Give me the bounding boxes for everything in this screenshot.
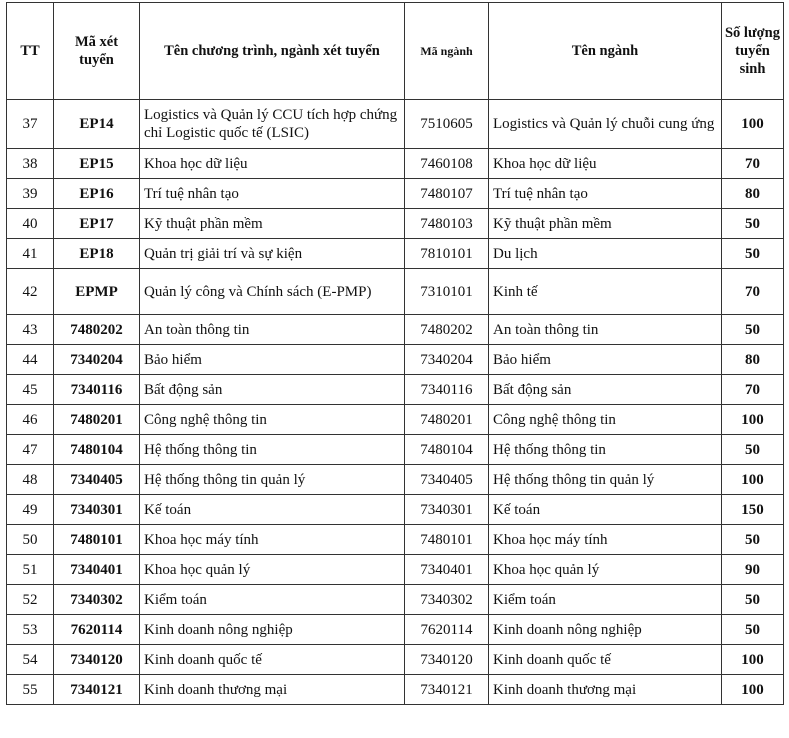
cell-ten-chuong-trinh: Khoa học máy tính <box>140 525 405 555</box>
cell-so-luong: 100 <box>722 100 784 149</box>
cell-so-luong: 70 <box>722 149 784 179</box>
cell-tt: 40 <box>7 209 54 239</box>
table-row <box>7 615 784 645</box>
table-row <box>7 315 784 345</box>
header-tt: TT <box>7 3 54 100</box>
cell-tt: 44 <box>7 345 54 375</box>
cell-tt: 47 <box>7 435 54 465</box>
cell-tt: 37 <box>7 100 54 149</box>
cell-so-luong: 150 <box>722 495 784 525</box>
cell-ma-xet-tuyen: 7340401 <box>54 555 140 585</box>
cell-ten-nganh: Công nghệ thông tin <box>489 405 722 435</box>
cell-tt: 46 <box>7 405 54 435</box>
table-row <box>7 375 784 405</box>
cell-ten-chuong-trinh: Kiểm toán <box>140 585 405 615</box>
table-header <box>7 3 784 100</box>
cell-tt: 50 <box>7 525 54 555</box>
table-row <box>7 209 784 239</box>
cell-ten-chuong-trinh: Bất động sản <box>140 375 405 405</box>
cell-ma-xet-tuyen: 7340120 <box>54 645 140 675</box>
cell-tt: 38 <box>7 149 54 179</box>
cell-ma-nganh: 7340301 <box>405 495 489 525</box>
table-row <box>7 645 784 675</box>
cell-ma-nganh: 7480201 <box>405 405 489 435</box>
cell-so-luong: 50 <box>722 209 784 239</box>
table-row <box>7 525 784 555</box>
cell-so-luong: 50 <box>722 315 784 345</box>
cell-ten-nganh: Khoa học quản lý <box>489 555 722 585</box>
header-ten-nganh: Tên ngành <box>489 3 722 100</box>
table-row <box>7 179 784 209</box>
cell-so-luong: 50 <box>722 615 784 645</box>
cell-ten-nganh: Logistics và Quản lý chuỗi cung ứng <box>489 100 722 149</box>
cell-ma-nganh: 7460108 <box>405 149 489 179</box>
table-row <box>7 239 784 269</box>
header-ma-nganh: Mã ngành <box>405 3 489 100</box>
cell-so-luong: 80 <box>722 179 784 209</box>
cell-ten-chuong-trinh: Kinh doanh nông nghiệp <box>140 615 405 645</box>
table-row <box>7 100 784 149</box>
cell-ten-chuong-trinh: Khoa học quản lý <box>140 555 405 585</box>
cell-ma-xet-tuyen: 7480101 <box>54 525 140 555</box>
cell-ma-xet-tuyen: 7340121 <box>54 675 140 705</box>
table-row <box>7 435 784 465</box>
cell-ten-nganh: Kế toán <box>489 495 722 525</box>
cell-ma-xet-tuyen: 7340116 <box>54 375 140 405</box>
table-row <box>7 585 784 615</box>
cell-ten-chuong-trinh: An toàn thông tin <box>140 315 405 345</box>
cell-ten-chuong-trinh: Quản lý công và Chính sách (E-PMP) <box>140 269 405 315</box>
cell-ma-nganh: 7340401 <box>405 555 489 585</box>
cell-so-luong: 70 <box>722 269 784 315</box>
cell-tt: 43 <box>7 315 54 345</box>
cell-ma-nganh: 7340204 <box>405 345 489 375</box>
cell-ma-xet-tuyen: 7620114 <box>54 615 140 645</box>
cell-ten-nganh: Hệ thống thông tin quản lý <box>489 465 722 495</box>
cell-ma-xet-tuyen: 7340301 <box>54 495 140 525</box>
cell-ma-nganh: 7480202 <box>405 315 489 345</box>
cell-so-luong: 50 <box>722 585 784 615</box>
cell-ma-nganh: 7340405 <box>405 465 489 495</box>
cell-ma-nganh: 7480101 <box>405 525 489 555</box>
cell-ma-xet-tuyen: EP14 <box>54 100 140 149</box>
cell-ten-nganh: Du lịch <box>489 239 722 269</box>
cell-ma-nganh: 7620114 <box>405 615 489 645</box>
cell-ten-nganh: Kinh doanh nông nghiệp <box>489 615 722 645</box>
table-body <box>7 100 784 705</box>
cell-ma-xet-tuyen: EP18 <box>54 239 140 269</box>
cell-tt: 42 <box>7 269 54 315</box>
cell-ten-chuong-trinh: Trí tuệ nhân tạo <box>140 179 405 209</box>
cell-tt: 45 <box>7 375 54 405</box>
cell-tt: 54 <box>7 645 54 675</box>
cell-tt: 51 <box>7 555 54 585</box>
cell-ma-nganh: 7480107 <box>405 179 489 209</box>
cell-tt: 39 <box>7 179 54 209</box>
cell-ma-xet-tuyen: EP15 <box>54 149 140 179</box>
cell-so-luong: 70 <box>722 375 784 405</box>
cell-ten-chuong-trinh: Khoa học dữ liệu <box>140 149 405 179</box>
cell-so-luong: 80 <box>722 345 784 375</box>
cell-ten-chuong-trinh: Hệ thống thông tin <box>140 435 405 465</box>
cell-tt: 49 <box>7 495 54 525</box>
header-so-luong: Số lượng tuyển sinh <box>722 3 784 100</box>
cell-ten-nganh: Kinh doanh thương mại <box>489 675 722 705</box>
cell-ma-xet-tuyen: 7340302 <box>54 585 140 615</box>
cell-ma-xet-tuyen: EPMP <box>54 269 140 315</box>
cell-so-luong: 90 <box>722 555 784 585</box>
cell-so-luong: 100 <box>722 405 784 435</box>
cell-ma-nganh: 7480103 <box>405 209 489 239</box>
cell-ten-nganh: Kiểm toán <box>489 585 722 615</box>
cell-tt: 52 <box>7 585 54 615</box>
cell-ma-nganh: 7310101 <box>405 269 489 315</box>
cell-ten-nganh: Hệ thống thông tin <box>489 435 722 465</box>
cell-ma-nganh: 7480104 <box>405 435 489 465</box>
cell-ten-chuong-trinh: Logistics và Quản lý CCU tích hợp chứng chỉ Logistic quốc tế (LSIC) <box>140 100 405 149</box>
table-row <box>7 405 784 435</box>
cell-ten-chuong-trinh: Bảo hiểm <box>140 345 405 375</box>
cell-so-luong: 50 <box>722 435 784 465</box>
cell-ten-chuong-trinh: Kinh doanh thương mại <box>140 675 405 705</box>
cell-ma-nganh: 7340116 <box>405 375 489 405</box>
table-row <box>7 675 784 705</box>
header-ma-xet-tuyen: Mã xét tuyển <box>54 3 140 100</box>
cell-ten-chuong-trinh: Kinh doanh quốc tế <box>140 645 405 675</box>
cell-so-luong: 100 <box>722 465 784 495</box>
cell-so-luong: 100 <box>722 645 784 675</box>
cell-tt: 48 <box>7 465 54 495</box>
cell-tt: 53 <box>7 615 54 645</box>
header-ten-chuong-trinh: Tên chương trình, ngành xét tuyển <box>140 3 405 100</box>
cell-ma-nganh: 7340121 <box>405 675 489 705</box>
cell-ten-nganh: Trí tuệ nhân tạo <box>489 179 722 209</box>
cell-ma-xet-tuyen: EP17 <box>54 209 140 239</box>
table-row <box>7 149 784 179</box>
cell-ma-xet-tuyen: EP16 <box>54 179 140 209</box>
cell-ma-xet-tuyen: 7480104 <box>54 435 140 465</box>
table-row <box>7 269 784 315</box>
cell-so-luong: 100 <box>722 675 784 705</box>
cell-ten-nganh: An toàn thông tin <box>489 315 722 345</box>
cell-ten-chuong-trinh: Công nghệ thông tin <box>140 405 405 435</box>
cell-ma-nganh: 7340302 <box>405 585 489 615</box>
cell-ma-nganh: 7510605 <box>405 100 489 149</box>
cell-ma-xet-tuyen: 7340204 <box>54 345 140 375</box>
cell-ten-nganh: Khoa học máy tính <box>489 525 722 555</box>
cell-ten-nganh: Bất động sản <box>489 375 722 405</box>
cell-tt: 41 <box>7 239 54 269</box>
header-row <box>7 3 784 100</box>
cell-ma-xet-tuyen: 7480201 <box>54 405 140 435</box>
cell-ma-xet-tuyen: 7340405 <box>54 465 140 495</box>
table-row <box>7 465 784 495</box>
cell-ten-chuong-trinh: Kế toán <box>140 495 405 525</box>
cell-ma-nganh: 7810101 <box>405 239 489 269</box>
cell-ten-nganh: Kinh tế <box>489 269 722 315</box>
cell-ten-nganh: Kinh doanh quốc tế <box>489 645 722 675</box>
cell-ten-chuong-trinh: Hệ thống thông tin quản lý <box>140 465 405 495</box>
cell-tt: 55 <box>7 675 54 705</box>
cell-so-luong: 50 <box>722 525 784 555</box>
cell-ten-chuong-trinh: Quản trị giải trí và sự kiện <box>140 239 405 269</box>
cell-ten-nganh: Bảo hiểm <box>489 345 722 375</box>
cell-ma-xet-tuyen: 7480202 <box>54 315 140 345</box>
cell-ten-nganh: Kỹ thuật phần mềm <box>489 209 722 239</box>
cell-ma-nganh: 7340120 <box>405 645 489 675</box>
cell-ten-nganh: Khoa học dữ liệu <box>489 149 722 179</box>
table-row <box>7 555 784 585</box>
admissions-table <box>6 2 784 705</box>
cell-so-luong: 50 <box>722 239 784 269</box>
table-row <box>7 495 784 525</box>
cell-ten-chuong-trinh: Kỹ thuật phần mềm <box>140 209 405 239</box>
table-row <box>7 345 784 375</box>
